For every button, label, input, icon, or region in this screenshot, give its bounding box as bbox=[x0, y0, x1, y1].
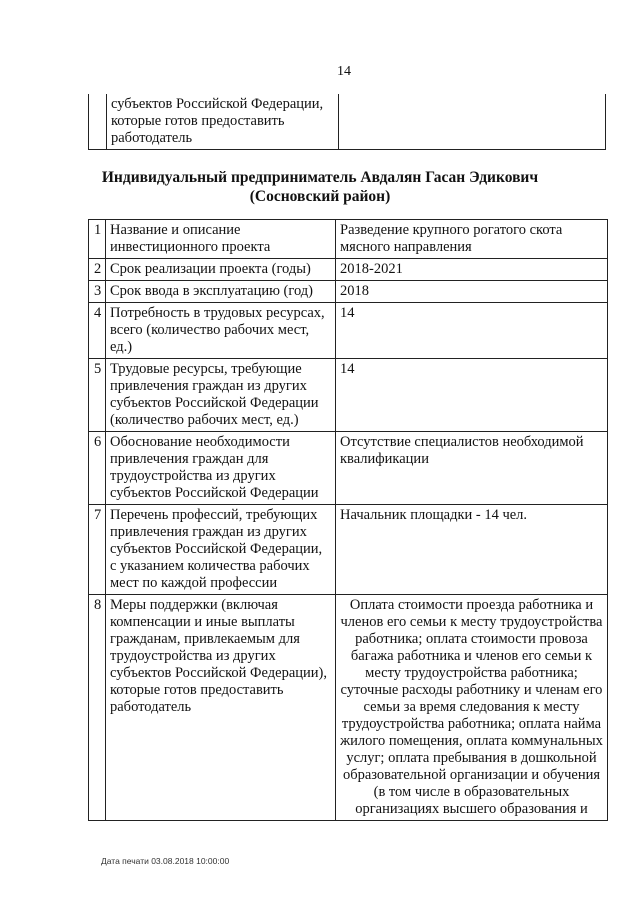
row-value: Начальник площадки - 14 чел. bbox=[336, 505, 608, 595]
table-row bbox=[89, 432, 608, 505]
table-row bbox=[89, 281, 608, 303]
row-name: Меры поддержки (включая компенсации и иные выплаты гражданам, привлекаемым для трудоустройства из других субъектов Российской Федерации), которые готов предоставить работодатель bbox=[106, 595, 336, 821]
row-value: 2018-2021 bbox=[336, 259, 608, 281]
table-cell-value bbox=[339, 94, 606, 150]
row-value: Отсутствие специалистов необходимой квалификации bbox=[336, 432, 608, 505]
table-cell-num bbox=[89, 94, 107, 150]
page-number: 14 bbox=[337, 64, 351, 79]
top-table-fragment bbox=[88, 94, 606, 150]
table-row bbox=[89, 359, 608, 432]
row-name: Обоснование необходимости привлечения граждан для трудоустройства из других субъектов Российской Федерации bbox=[106, 432, 336, 505]
fragment-line: работодатель bbox=[111, 130, 193, 146]
row-name: Трудовые ресурсы, требующие привлечения граждан из других субъектов Российской Федерации (количество рабочих мест, ед.) bbox=[106, 359, 336, 432]
table-cell-name bbox=[107, 94, 339, 150]
section-title-line2: (Сосновский район) bbox=[249, 188, 391, 205]
table-row bbox=[89, 259, 608, 281]
table-row bbox=[89, 303, 608, 359]
section-title-line1: Индивидуальный предприниматель Авдалян Гасан Эдикович bbox=[101, 169, 539, 186]
table-row bbox=[89, 595, 608, 821]
row-name: Название и описание инвестиционного проекта bbox=[106, 220, 336, 259]
row-number: 4 bbox=[89, 303, 106, 359]
row-number: 2 bbox=[89, 259, 106, 281]
row-value: Разведение крупного рогатого скота мясного направления bbox=[336, 220, 608, 259]
row-name: Срок реализации проекта (годы) bbox=[106, 259, 336, 281]
row-value: 14 bbox=[336, 359, 608, 432]
table-row bbox=[89, 220, 608, 259]
row-number: 8 bbox=[89, 595, 106, 821]
project-table bbox=[88, 219, 608, 821]
table-row bbox=[89, 505, 608, 595]
fragment-line: субъектов Российской Федерации, bbox=[111, 96, 324, 112]
row-number: 7 bbox=[89, 505, 106, 595]
table-row bbox=[89, 94, 606, 150]
row-number: 1 bbox=[89, 220, 106, 259]
row-number: 3 bbox=[89, 281, 106, 303]
row-name: Потребность в трудовых ресурсах, всего (количество рабочих мест, ед.) bbox=[106, 303, 336, 359]
row-number: 5 bbox=[89, 359, 106, 432]
row-number: 6 bbox=[89, 432, 106, 505]
row-name: Срок ввода в эксплуатацию (год) bbox=[106, 281, 336, 303]
row-name: Перечень профессий, требующих привлечения граждан из других субъектов Российской Федерации, с указанием количества рабочих мест по каждой профессии bbox=[106, 505, 336, 595]
print-date: Дата печати 03.08.2018 10:00:00 bbox=[101, 856, 230, 866]
row-value: Оплата стоимости проезда работника и членов его семьи к месту трудоустройства работника; оплата стоимости провоза багажа работника и членов его семьи к месту трудоустройства работника; суточные расходы работнику и членам его семьи за время следования к месту трудоустройства работника; оплата найма жилого помещения, оплата коммунальных услуг; оплата пребывания в дошкольной образовательной организации и обучения (в том числе в образовательных организациях высшего образования и bbox=[336, 595, 608, 821]
section-title bbox=[60, 168, 580, 206]
row-value: 14 bbox=[336, 303, 608, 359]
fragment-line: которые готов предоставить bbox=[111, 113, 285, 129]
row-value: 2018 bbox=[336, 281, 608, 303]
